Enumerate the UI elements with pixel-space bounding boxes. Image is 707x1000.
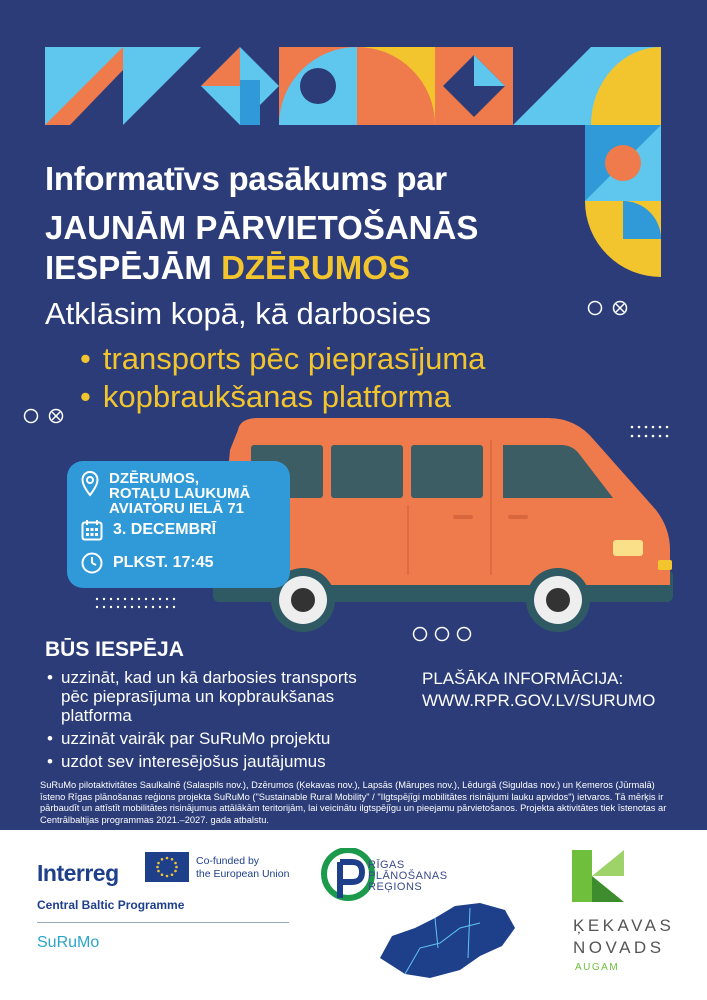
opportunities-title: BŪS IESPĒJA [45, 638, 184, 661]
footer-divider [37, 922, 289, 923]
event-title-main [45, 208, 478, 288]
event-location-highlight: DZĒRUMOS [221, 249, 410, 286]
event-details-box [67, 461, 290, 588]
clock-icon [81, 552, 103, 574]
logo-footer [0, 830, 707, 1000]
event-subtitle: Atklāsim kopā, kā darbosies [45, 296, 431, 331]
programme-name: Central Baltic Programme [37, 898, 185, 912]
location-text [109, 471, 250, 516]
location-row [81, 471, 250, 516]
cofunded-line2: the European Union [196, 868, 290, 880]
kekava-line2: NOVADS [573, 938, 665, 957]
kekava-slogan: AUGAM [575, 962, 620, 973]
opportunities-list [45, 668, 375, 775]
rpr-line1: RĪGAS [368, 859, 405, 871]
more-info [422, 668, 655, 712]
rpr-line3: REĢIONS [368, 881, 423, 893]
event-title-line3 [45, 248, 478, 288]
topic-item: • transports pēc pieprasījuma [80, 340, 485, 378]
topic-item: • kopbraukšanas platforma [80, 378, 485, 416]
circle-x-decoration [587, 298, 637, 318]
event-date: 3. DECEMBRĪ [113, 521, 217, 538]
project-name: SuRuMo [37, 934, 100, 951]
location-pin-icon [81, 471, 99, 497]
date-row [81, 519, 216, 541]
opportunity-item: • uzzināt vairāk par SuRuMo projektu [45, 729, 375, 748]
location-line3: AVIATORU IELĀ 71 [109, 500, 245, 517]
calendar-icon [81, 519, 103, 541]
cofunded-line1: Co-funded by [196, 855, 260, 867]
opportunity-item: • uzdot sev interesējošus jautājumus [45, 752, 375, 771]
dots-decoration [95, 596, 180, 612]
more-info-label: PLAŠĀKA INFORMĀCIJA: [422, 669, 624, 688]
time-row [81, 552, 213, 574]
event-title-line3-a: IESPĒJĀM [45, 249, 222, 286]
eu-flag-icon [145, 852, 189, 882]
opportunity-item: • uzzināt, kad un kā darbosies transports pēc pieprasījuma un kopbraukšanas platforma [45, 668, 375, 725]
location-line2: ROTAĻU LAUKUMĀ [109, 485, 251, 502]
cofunded-text [196, 855, 289, 881]
project-footnote: SuRuMo pilotaktivitātes Saulkalnē (Salaspils nov.), Dzērumos (Ķekavas nov.), Lapsās (Mārupes nov.), Lēdurgā (Siguldas nov.) un Ķemeros (Jūrmalā) īsteno Rīgas plānošanas reģions projekta SuRuMo ("Sustainable Rural Mobility" / "Ilgtspējīgi mobilitātes risinājumi lauku apvidos") ietvaros. Tā mērķis ir pārbaudīt un attīstīt mobilitātes risinājumus attālākām teritorijām, lai veicinātu ilgtspējīgu un pieejamu pārvietošanos. Projekta aktivitātes tiek īstenotas ar Centrālbaltijas programmas 2021.–2027. gada atbalstu. [40, 780, 667, 825]
more-info-link[interactable]: WWW.RPR.GOV.LV/SURUMO [422, 691, 656, 710]
interreg-logo: Interreg [37, 860, 119, 886]
rpr-line2: PLĀNOŠANAS [368, 870, 448, 882]
location-line1: DZĒRUMOS, [109, 470, 199, 487]
event-time: PLKST. 17:45 [113, 554, 214, 571]
kekava-line1: ĶEKAVAS [573, 916, 675, 935]
event-title-line2: JAUNĀM PĀRVIETOŠANĀS [45, 209, 479, 246]
topic-list [80, 340, 485, 416]
circle-x-decoration [23, 406, 73, 426]
event-title-line1: Informatīvs pasākums par [45, 160, 447, 197]
riga-planning-region-text [368, 860, 448, 893]
kekava-logo-icon [572, 850, 628, 902]
